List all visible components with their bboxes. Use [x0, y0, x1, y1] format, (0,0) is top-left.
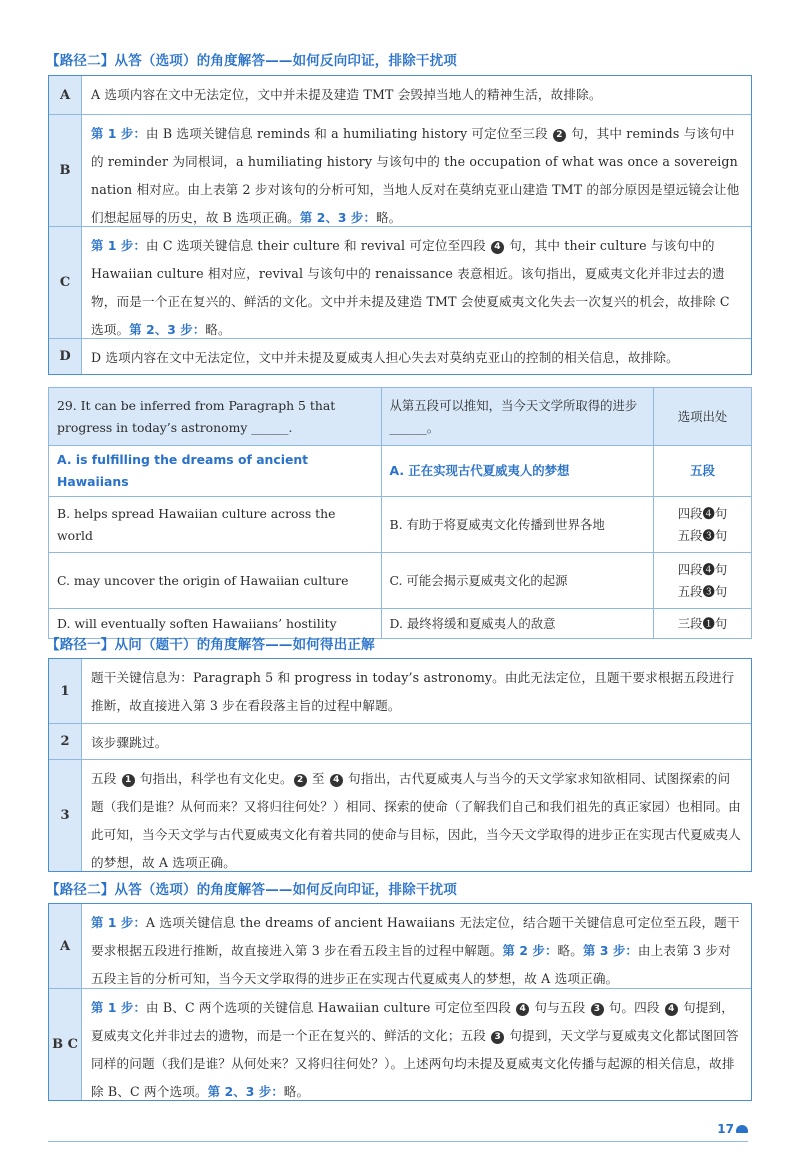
footer-divider	[48, 1141, 748, 1142]
option-en: A. is fulfilling the dreams of ancient Hawaiians	[49, 446, 382, 497]
page-number: 17	[717, 1122, 748, 1136]
row-label: 3	[49, 760, 82, 871]
table-row	[49, 226, 751, 338]
option-cn: D. 最终将缓和夏威夷人的敌意	[381, 609, 654, 639]
table-row	[49, 114, 751, 226]
sentence-number-icon: 3	[491, 1031, 504, 1044]
row-label: B C	[49, 989, 82, 1100]
table-row	[49, 904, 751, 988]
question-29-table	[48, 387, 752, 639]
table-row	[49, 988, 751, 1100]
stem-analysis-table-29	[48, 658, 752, 872]
option-en: B. helps spread Hawaiian culture across the world	[49, 497, 382, 553]
question-stem-en: 29. It can be inferred from Paragraph 5 that progress in today’s astronomy ______.	[49, 388, 382, 446]
row-text: 该步骤跳过。	[91, 735, 168, 750]
option-en: C. may uncover the origin of Hawaiian culture	[49, 553, 382, 609]
table-row	[49, 446, 752, 497]
sentence-number-icon: 2	[553, 129, 566, 142]
graduation-cap-icon	[736, 1125, 748, 1133]
option-cn: C. 可能会揭示夏威夷文化的起源	[381, 553, 654, 609]
row-label: 2	[49, 724, 82, 759]
table-row	[49, 497, 752, 553]
row-text: 五段 1 句指出，科学也有文化史。 2 至 4 句指出，古代夏威夷人与当今的天文学家求知欲相同、试图探索的问题（我们是谁？从何而来？又将归往何处？）相同、探索的使命（了解我们自己和我们祖先的真正家园）也相同。由此可知，当今天文学与古代夏威夷文化有着共同的使命与目标，因此，当今天文学取得的进步正在实现古代夏威夷人的梦想，故 A 选项正确。	[91, 771, 741, 870]
sentence-number-icon: 1	[122, 774, 135, 787]
table-row	[49, 553, 752, 609]
option-source: 四段❹句 五段❸句	[654, 553, 752, 609]
option-source: 五段	[654, 446, 752, 497]
table-row	[49, 659, 751, 723]
sentence-number-icon: 4	[516, 1003, 529, 1016]
section-header-path1: 【路径一】从问（题干）的角度解答——如何得出正解	[46, 637, 375, 653]
row-text: 第 1 步：由 B 选项关键信息 reminds 和 a humiliating history 可定位至三段 2 句，其中 reminds 与该句中的 reminder 为同根词，a humiliating history 与该句中的 the occupation of what was once a sovereign nation 相对应。由上表第 2 步对该句的分析可知，当地人反对在莫纳克亚山建造 TMT 的部分原因是望远镜会让他们想起屈辱的历史，故 B 选项正确。第 2、3 步：略。	[91, 126, 740, 225]
row-text: A 选项内容在文中无法定位，文中并未提及建造 TMT 会毁掉当地人的精神生活，故排除。	[91, 87, 602, 102]
option-analysis-table-28	[48, 75, 752, 375]
option-analysis-table-29	[48, 903, 752, 1101]
source-header: 选项出处	[654, 388, 752, 446]
row-label: A	[49, 904, 82, 988]
question-stem-cn: 从第五段可以推知，当今天文学所取得的进步______。	[381, 388, 654, 446]
option-cn: B. 有助于将夏威夷文化传播到世界各地	[381, 497, 654, 553]
table-row	[49, 723, 751, 759]
sentence-number-icon: 2	[294, 774, 307, 787]
table-row	[49, 388, 752, 446]
section-header-path2: 【路径二】从答（选项）的角度解答——如何反向印证，排除干扰项	[46, 882, 457, 898]
sentence-number-icon: 3	[591, 1003, 604, 1016]
option-cn: A. 正在实现古代夏威夷人的梦想	[381, 446, 654, 497]
option-source: 三段❶句	[654, 609, 752, 639]
row-label: D	[49, 339, 82, 374]
table-row	[49, 759, 751, 871]
row-text: 第 1 步：由 B、C 两个选项的关键信息 Hawaiian culture 可定位至四段 4 句与五段 3 句。四段 4 句提到，夏威夷文化并非过去的遗物，而是一个正在复兴的、鲜活的文化；五段 3 句提到，天文学与夏威夷文化都试图回答同样的问题（我们是谁？从何处来？又将归往何处？）。上述两句均未提及夏威夷文化传播与起源的相关信息，故排除 B、C 两个选项。第 2、3 步：略。	[91, 1000, 739, 1099]
row-text: 第 1 步：由 C 选项关键信息 their culture 和 revival 可定位至四段 4 句，其中 their culture 与该句中的 Hawaiian culture 相对应，revival 与该句中的 renaissance 表意相近。该句指出，夏威夷文化并非过去的遗物，而是一个正在复兴的、鲜活的文化。文中并未提及建造 TMT 会使夏威夷文化失去一次复兴的机会，故排除 C 选项。第 2、3 步：略。	[91, 238, 730, 337]
row-label: 1	[49, 659, 82, 723]
row-text: 第 1 步：A 选项关键信息 the dreams of ancient Hawaiians 无法定位，结合题干关键信息可定位至五段，题干要求根据五段进行推断，故直接进入第 3 步在看五段主旨的过程中解题。第 2 步：略。第 3 步：由上表第 3 步对五段主旨的分析可知，当今天文学取得的进步正在实现古代夏威夷人的梦想，故 A 选项正确。	[91, 915, 740, 986]
row-text: D 选项内容在文中无法定位，文中并未提及夏威夷人担心失去对莫纳克亚山的控制的相关信息，故排除。	[91, 350, 679, 365]
sentence-number-icon: 4	[330, 774, 343, 787]
row-label: C	[49, 227, 82, 338]
option-source: 四段❹句 五段❸句	[654, 497, 752, 553]
table-row	[49, 76, 751, 114]
option-en: D. will eventually soften Hawaiians’ hostility	[49, 609, 382, 639]
row-label: B	[49, 115, 82, 226]
sentence-number-icon: 4	[665, 1003, 678, 1016]
table-row	[49, 338, 751, 374]
section-header-path2: 【路径二】从答（选项）的角度解答——如何反向印证，排除干扰项	[46, 53, 457, 69]
row-text: 题干关键信息为：Paragraph 5 和 progress in today’s astronomy。由此无法定位，且题干要求根据五段进行推断，故直接进入第 3 步在看段落主旨的过程中解题。	[91, 670, 735, 713]
sentence-number-icon: 4	[491, 241, 504, 254]
row-label: A	[49, 76, 82, 114]
